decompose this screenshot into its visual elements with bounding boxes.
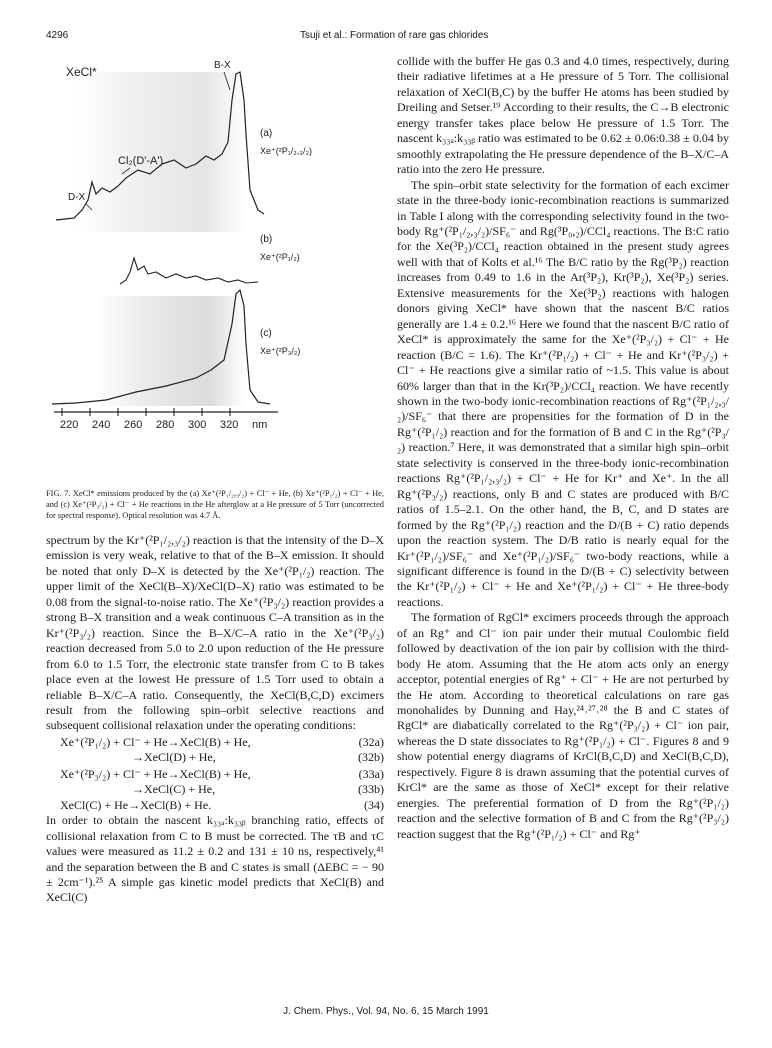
label-xecl: XeCl* — [66, 65, 97, 79]
left-column — [46, 533, 384, 906]
equation-33a: Xe⁺(²P₃/₂) + Cl⁻ + He→XeCl(B) + He, (33a) — [60, 766, 384, 781]
label-a-ion: Xe⁺(²P₁/₂,₃/₂) — [260, 146, 312, 156]
label-c-ion: Xe⁺(²P₃/₂) — [260, 346, 301, 356]
tick-240: 240 — [92, 419, 111, 431]
label-dx: D-X — [68, 192, 86, 203]
right-paragraph-2: The spin–orbit state selectivity for the formation of each excimer state in the three-body ionic-recombination reactions is summarized in Table I along with the corresponding selectivity found in the two-body Rg⁺(²P₁/₂,₃/₂)/SF₆⁻ and Rg(³P₀,₂)/CCl₄ reactions. The B:C ratio for the Xe(³P₂)/CCl₄ reaction obtained in the present study agrees well with that of Kolts et al.¹⁶ The B/C ratio by the Rg(³P₂) reaction increases from 0.49 to 1.6 in the Ar(³P₂), Kr(³P₂), Xe(³P₂) series. Extensive measurements for the Xe(³P₂) reactions with halogen donors giving XeCl* have shown that the nascent B/C ratios generally are 1.4 ± 0.2.¹⁶ Here we found that the nascent B/C ratio of XeCl* is approximately the same for the Xe⁺(²P₃/₂) + Cl⁻ + He reaction (B/C = 1.6). The Kr⁺(²P₁/₂) + Cl⁻ + He and Kr⁺(²P₃/₂) + Cl⁻ + He reactions give a similar ratio of ~1.5. This value is about 60% larger than that in the Kr(³P₂)/CCl₄ reaction. We have recently shown in the two-body ionic-recombination reactions of Rg⁺(²P₁/₂,₃/₂)/SF₆⁻ that there are propensities for the formation of D in the Rg⁺(²P₁/₂) reaction and for the formation of B and C in the Rg⁺(²P₃/₂) reaction.⁷ Here, it was demonstrated that a similar high spin–orbit state selectivity is conserved in the three-body ionic-recombination reactions Rg⁺(²P₁/₂,₃/₂) + Cl⁻ + He for Kr⁺ and Xe⁺. In the all Rg⁺(²P₃/₂) reactions, only B and C states are produced with B/C ratios of 1.5–2.1. On the other hand, the B, C, and D states are formed by the Rg⁺(²P₁/₂) reaction and the D/(B + C) ratio depends upon the reaction system. The D/B ratio is nearly equal for the Kr⁺(²P₁/₂)/SF₆⁻ and Xe⁺(²P₁/₂)/SF₆⁻ two-body reactions, while a significant difference is found in the D/(B + C) selectivity between the Kr⁺(²P₁/₂) + Cl⁻ + He and Xe⁺(²P₁/₂) + Cl⁻ + He three-body reactions. — [397, 177, 729, 609]
label-c: (c) — [260, 328, 272, 339]
label-a: (a) — [260, 128, 273, 139]
figure-caption: FIG. 7. XeCl* emissions produced by the (a) Xe⁺(²P₁/₂,₃/₂) + Cl⁻ + He, (b) Xe⁺(²P₁/₂) + Cl⁻ + He, and (c) Xe⁺(²P₃/₂) + Cl⁻ + He reactions in the He afterglow at a He pressure of 5 Torr (uncorrected for spectral response). Optical resolution was 4.7 Å. — [46, 489, 384, 520]
right-column — [397, 54, 729, 842]
tick-320: 320 — [220, 419, 239, 431]
label-b-ion: Xe⁺(²P₁/₂) — [260, 252, 300, 262]
label-bx: B-X — [214, 60, 231, 71]
figure-7-spectra — [46, 60, 386, 480]
equation-34: XeCl(C) + He→XeCl(B) + He. (34) — [60, 797, 384, 812]
equation-32b: →XeCl(D) + He, (32b) — [132, 750, 384, 765]
equation-32a: Xe⁺(²P₁/₂) + Cl⁻ + He→XeCl(B) + He, (32a) — [60, 734, 384, 749]
tick-220: 220 — [60, 419, 79, 431]
tick-280: 280 — [156, 419, 175, 431]
equation-33b: →XeCl(C) + He, (33b) — [132, 782, 384, 797]
page-number: 4296 — [46, 30, 69, 41]
left-paragraph-2: In order to obtain the nascent k₃₃ₐ:k₃₃ᵦ branching ratio, effects of collisional relaxation from C to B must be corrected. The τB and τC values were measured as 11.2 ± 0.2 and 131 ± 10 ns, respectively,⁴¹ and the separation between the B and C states is small (ΔEBC = − 90 ± 2cm⁻¹).²⁵ A simple gas kinetic model predicts that XeCl(B) and XeCl(C) — [46, 813, 384, 905]
right-paragraph-3: The formation of RgCl* excimers proceeds through the approach of an Rg⁺ and Cl⁻ ion pair under their mutual Coulombic field followed by deactivation of the ion pair by collision with the third-body He atom. Assuming that the He atom acts only an energy acceptor, potential energies of Rg⁺ + Cl⁻ + He are not perturbed by the He atom. According to theoretical calculations on rare gas monohalides by Dunning and Hay,²⁴˒²⁷˒²⁸ the B and C states of RgCl* are diabatically correlated to the Rg⁺(²P₃/₂) + Cl⁻ ion pair, whereas the D state dissociates to Rg⁺(²P₁/₂) + Cl⁻. Figures 8 and 9 show potential energy diagrams of KrCl(B,C,D) and XeCl(B,C,D), respectively. Figure 8 is drawn assuming that the potential curves of KrCl* are the same as those of XeCl* except for their relative energies. The preferential formation of D from the Rg⁺(²P₁/₂) reaction and the selective formation of B and C from the Rg⁺(²P₃/₂) reaction suggest that the Rg⁺(²P₁/₂) + Cl⁻ and Rg⁺ — [397, 610, 729, 841]
tick-300: 300 — [188, 419, 207, 431]
tick-260: 260 — [124, 419, 143, 431]
journal-footer: J. Chem. Phys., Vol. 94, No. 6, 15 March 1991 — [283, 1006, 489, 1017]
label-b: (b) — [260, 234, 273, 245]
axis-unit: nm — [252, 419, 268, 431]
running-head: Tsuji et al.: Formation of rare gas chlorides — [300, 30, 489, 41]
label-cl2: Cl₂(D'-A') — [118, 155, 164, 167]
left-paragraph-1: spectrum by the Kr⁺(²P₁/₂,₃/₂) reaction is that the intensity of the D–X emission is very weak, relative to that of the B–X emission. It should be noted that only D–X is detected by the Xe⁺(²P₁/₂) reaction. The upper limit of the XeCl(B–X)/XeCl(D–X) ratio was estimated to be 0.08 from the signal-to-noise ratio. The Xe⁺(²P₃/₂) reaction provides a strong B–X transition and a weak continuous C–A transition as in the Kr⁺(²P₃/₂) reaction. Since the B–X/C–A ratio in the Xe⁺(²P₃/₂) reaction decreased from 5.0 to 2.0 upon reduction of the He pressure from 6.0 to 1.5 Torr, the electronic state transfer from C to B takes place even at the lowest He pressure of 1.5 Torr used to obtain a reliable B–X/C–A ratio. Consequently, the XeCl(B,C,D) excimers result from the following spin–orbit selective reactions and subsequent collisional relaxation under the operating conditions: — [46, 533, 384, 733]
right-paragraph-1: collide with the buffer He gas 0.3 and 4.0 times, respectively, during their radiative lifetimes at a He pressure of 5 Torr. The collisional relaxation of XeCl(B,C) by the buffer He atoms has been studied by Dreiling and Setser.¹⁹ According to their results, the C→B electronic energy transfer takes place below He pressure of 1.5 Torr. The nascent k₃₃ₐ:k₃₃ᵦ ratio was estimated to be 0.62 ± 0.06:0.38 ± 0.04 by smoothly extrapolating the He pressure dependence of the B–X/C–A ratio into the zero He pressure. — [397, 54, 729, 177]
